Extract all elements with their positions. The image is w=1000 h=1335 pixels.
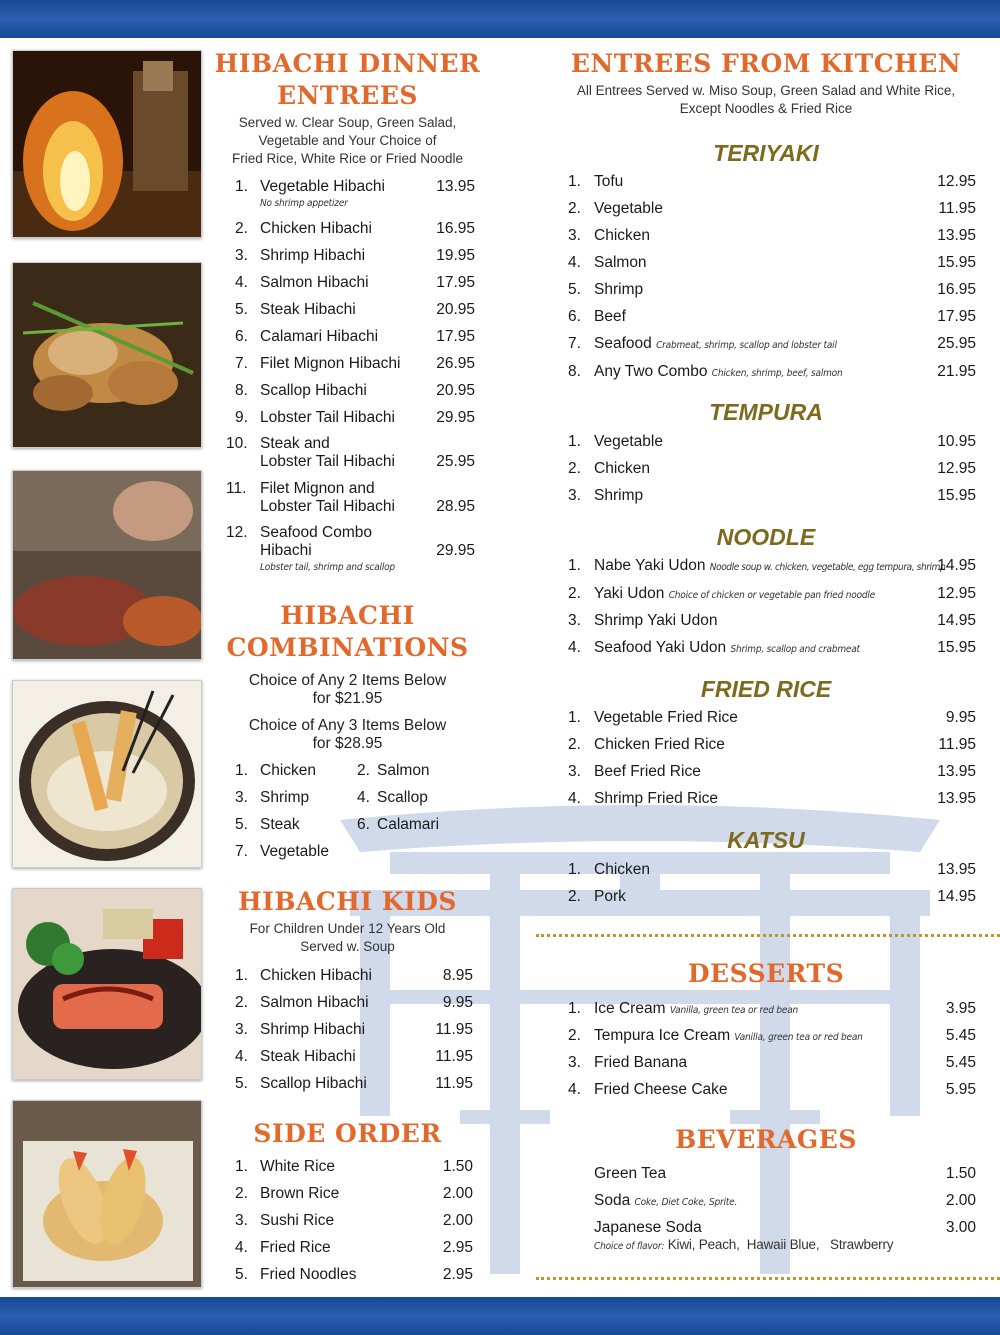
item-price: 8.95 <box>442 967 473 984</box>
item-name: Yaki Udon <box>594 585 665 602</box>
item-name: Scallop Hibachi <box>260 382 367 399</box>
item-name: Salmon <box>594 254 647 271</box>
item-name: Chicken <box>594 460 650 477</box>
item-number: 5. <box>235 1266 248 1283</box>
item-number: 3. <box>235 789 248 806</box>
item-number: 7. <box>568 335 581 352</box>
combo-choice2-line2: for $21.95 <box>312 690 383 707</box>
item-name: Fried Noodles <box>260 1266 357 1283</box>
item-price: 13.95 <box>436 178 475 195</box>
item-price: 17.95 <box>436 328 475 345</box>
item-number: 8. <box>235 382 248 399</box>
item-name: Fried Cheese Cake <box>594 1081 728 1098</box>
item-name-group <box>594 1000 798 1020</box>
item-price: 12.95 <box>937 460 976 477</box>
item-name: Vegetable Fried Rice <box>594 709 738 726</box>
dotted-divider <box>536 934 1000 937</box>
item-price: 20.95 <box>436 382 475 399</box>
item-price: 5.45 <box>945 1054 976 1071</box>
item-number: 6. <box>568 308 581 325</box>
item-name: Fried Rice <box>260 1239 331 1256</box>
combinations-title-line2: COMBINATIONS <box>226 633 469 662</box>
item-number: 4. <box>568 254 581 271</box>
item-description: No shrimp appetizer <box>260 198 348 209</box>
hibachi-dinner-note-line2: Vegetable and Your Choice of <box>258 133 437 148</box>
item-price: 14.95 <box>937 888 976 905</box>
item-name: Scallop <box>377 789 428 806</box>
item-number: 2. <box>568 736 581 753</box>
item-name: Vegetable <box>260 843 329 860</box>
item-description: Lobster tail, shrimp and scallop <box>260 562 395 573</box>
item-number: 3. <box>235 1021 248 1038</box>
item-price: 15.95 <box>937 254 976 271</box>
item-number: 3. <box>568 227 581 244</box>
item-name: Calamari <box>377 816 440 833</box>
photo-grilled-chicken <box>12 262 202 448</box>
item-name-group <box>594 639 860 659</box>
tempura-title: TEMPURA <box>709 399 823 425</box>
item-name-group <box>594 1027 863 1047</box>
item-price: 29.95 <box>436 409 475 426</box>
hibachi-dinner-title-line2: ENTREES <box>277 81 418 110</box>
item-number: 1. <box>568 709 581 726</box>
item-number: 2. <box>357 762 370 779</box>
item-price: 21.95 <box>937 363 976 380</box>
item-name: Seafood <box>594 335 652 352</box>
dotted-divider <box>536 1277 1000 1280</box>
item-name-line2: Lobster Tail Hibachi <box>260 498 395 515</box>
item-name: Chicken Fried Rice <box>594 736 725 753</box>
item-number: 3. <box>568 487 581 504</box>
item-number: 5. <box>235 1075 248 1092</box>
item-name: Vegetable Hibachi <box>260 178 385 195</box>
item-price: 3.95 <box>945 1000 976 1017</box>
item-price: 19.95 <box>436 247 475 264</box>
photo-hibachi-flames <box>12 50 202 238</box>
menu-item <box>226 435 475 471</box>
item-name: Chicken <box>260 762 316 779</box>
item-price: 11.95 <box>435 1021 473 1038</box>
item-name-line2: Lobster Tail Hibachi <box>260 453 395 470</box>
item-name: Steak Hibachi <box>260 1048 356 1065</box>
item-description: Vanilla, green tea or red bean <box>669 1005 799 1016</box>
item-name: Shrimp <box>260 789 310 806</box>
combo-choice3-line1: Choice of Any 3 Items Below <box>248 717 447 734</box>
combo-choice3-line2: for $28.95 <box>312 735 383 752</box>
fried-rice-title: FRIED RICE <box>700 676 832 702</box>
flavor-choices <box>594 1237 893 1252</box>
item-name: Any Two Combo <box>594 363 708 380</box>
item-name: Tempura Ice Cream <box>594 1027 731 1044</box>
item-price: 16.95 <box>937 281 976 298</box>
item-number: 5. <box>235 816 248 833</box>
item-price: 28.95 <box>436 498 475 515</box>
item-price: 25.95 <box>937 335 976 352</box>
item-price: 11.95 <box>938 736 976 753</box>
item-name: Shrimp Yaki Udon <box>594 612 718 629</box>
item-price: 2.95 <box>442 1239 473 1256</box>
photo-udon-tempura <box>12 680 202 868</box>
item-description: Choice of chicken or vegetable pan fried noodle <box>668 590 876 601</box>
teriyaki-title: TERIYAKI <box>713 140 819 166</box>
photo-steak-grill <box>12 470 202 660</box>
item-price: 11.95 <box>435 1075 473 1092</box>
item-price: 12.95 <box>937 173 976 190</box>
item-number: 12. <box>226 524 248 541</box>
item-name-group <box>594 363 842 383</box>
item-price: 3.00 <box>945 1219 976 1236</box>
item-name: Shrimp <box>594 487 644 504</box>
item-number: 1. <box>235 762 248 779</box>
photo-teriyaki-salmon <box>12 888 202 1080</box>
item-number: 1. <box>235 178 248 195</box>
item-price: 2.00 <box>442 1185 473 1202</box>
hibachi-dinner-title-line1: HIBACHI DINNER <box>214 49 481 78</box>
item-price: 25.95 <box>436 453 475 470</box>
item-number: 3. <box>235 1212 248 1229</box>
item-price: 5.95 <box>945 1081 976 1098</box>
item-name: Filet Mignon Hibachi <box>260 355 401 372</box>
item-price: 12.95 <box>937 585 976 602</box>
item-name: Steak Hibachi <box>260 301 356 318</box>
item-number: 1. <box>235 1158 248 1175</box>
kitchen-note-line2: Except Noodles & Fried Rice <box>679 101 853 116</box>
item-number: 1. <box>568 173 581 190</box>
item-price: 11.95 <box>938 200 976 217</box>
item-name: Sushi Rice <box>260 1212 335 1229</box>
item-number: 11. <box>226 480 247 497</box>
item-description: Vanilla, green tea or red bean <box>734 1032 863 1043</box>
item-name: Nabe Yaki Udon <box>594 557 706 574</box>
item-name: Japanese Soda <box>594 1219 702 1236</box>
item-name: Salmon <box>377 762 430 779</box>
top-blue-border <box>0 0 1000 38</box>
item-name-line2: Hibachi <box>260 542 312 559</box>
item-price: 13.95 <box>937 790 976 807</box>
item-number: 5. <box>568 281 581 298</box>
item-price: 9.95 <box>945 709 976 726</box>
item-description: Noodle soup w. chicken, vegetable, egg tempura, shrimp <box>709 562 946 573</box>
item-number: 6. <box>235 328 248 345</box>
item-price: 2.00 <box>945 1192 976 1209</box>
flavor-label: Choice of flavor: <box>594 1241 665 1252</box>
item-name: Seafood Yaki Udon <box>594 639 727 656</box>
item-name-group <box>594 1192 737 1212</box>
kitchen-title: ENTREES FROM KITCHEN <box>570 49 962 78</box>
item-price: 13.95 <box>937 763 976 780</box>
item-name: Calamari Hibachi <box>260 328 379 345</box>
item-number: 7. <box>235 843 248 860</box>
item-price: 13.95 <box>937 861 976 878</box>
item-name: Steak and <box>260 435 330 452</box>
item-number: 2. <box>568 1027 581 1044</box>
item-number: 1. <box>235 967 248 984</box>
item-name: Vegetable <box>594 433 663 450</box>
kids-note-line2: Served w. Soup <box>300 939 395 954</box>
kids-note-line1: For Children Under 12 Years Old <box>249 921 446 936</box>
photo-shrimp-tempura <box>12 1100 202 1288</box>
item-name: Tofu <box>594 173 624 190</box>
item-name: Seafood Combo <box>260 524 373 541</box>
item-price: 15.95 <box>937 639 976 656</box>
item-number: 2. <box>568 888 581 905</box>
item-name: Beef <box>594 308 626 325</box>
combinations-title-line1: HIBACHI <box>280 601 415 630</box>
kids-title: HIBACHI KIDS <box>238 887 457 916</box>
combo-choice2-line1: Choice of Any 2 Items Below <box>248 672 447 689</box>
item-number: 9. <box>235 409 248 426</box>
hibachi-dinner-note-line1: Served w. Clear Soup, Green Salad, <box>238 115 457 130</box>
item-price: 5.45 <box>945 1027 976 1044</box>
item-name: Brown Rice <box>260 1185 340 1202</box>
item-number: 3. <box>235 247 248 264</box>
item-number: 2. <box>235 1185 248 1202</box>
item-price: 14.95 <box>937 557 976 574</box>
item-price: 2.00 <box>442 1212 473 1229</box>
item-name: Vegetable <box>594 200 663 217</box>
desserts-title: DESSERTS <box>687 959 845 988</box>
item-number: 10. <box>226 435 248 452</box>
item-number: 1. <box>568 557 581 574</box>
item-number: 3. <box>568 763 581 780</box>
item-name: Steak <box>260 816 300 833</box>
item-price: 16.95 <box>436 220 475 237</box>
item-description: Chicken, shrimp, beef, salmon <box>711 368 843 379</box>
item-name: Fried Banana <box>594 1054 688 1071</box>
item-price: 13.95 <box>937 227 976 244</box>
item-price: 17.95 <box>436 274 475 291</box>
item-price: 29.95 <box>436 542 475 559</box>
item-description: Crabmeat, shrimp, scallop and lobster tail <box>656 340 837 351</box>
kitchen-note-line1: All Entrees Served w. Miso Soup, Green Salad and White Rice, <box>576 83 956 98</box>
menu-item <box>226 524 475 560</box>
item-price: 17.95 <box>937 308 976 325</box>
item-number: 2. <box>235 220 248 237</box>
item-price: 14.95 <box>937 612 976 629</box>
item-name: Scallop Hibachi <box>260 1075 367 1092</box>
item-number: 4. <box>568 790 581 807</box>
item-number: 1. <box>568 433 581 450</box>
item-name: Shrimp Hibachi <box>260 247 366 264</box>
item-number: 4. <box>235 274 248 291</box>
item-number: 8. <box>568 363 581 380</box>
item-name-group <box>594 585 875 605</box>
item-name: Filet Mignon and <box>260 480 375 497</box>
item-name: Chicken Hibachi <box>260 967 372 984</box>
item-price: 15.95 <box>937 487 976 504</box>
item-price: 11.95 <box>435 1048 473 1065</box>
item-price: 1.50 <box>945 1165 976 1182</box>
item-name: Chicken <box>594 227 650 244</box>
item-name: Ice Cream <box>594 1000 666 1017</box>
item-name: Soda <box>594 1192 631 1209</box>
item-number: 2. <box>568 585 581 602</box>
item-number: 2. <box>568 460 581 477</box>
item-name: Chicken <box>594 861 650 878</box>
noodle-title: NOODLE <box>716 524 816 550</box>
item-number: 3. <box>568 612 581 629</box>
item-price: 9.95 <box>442 994 473 1011</box>
beverages-title: BEVERAGES <box>675 1125 857 1154</box>
side-order-title: SIDE ORDER <box>253 1119 442 1148</box>
item-number: 4. <box>568 1081 581 1098</box>
item-name: Beef Fried Rice <box>594 763 701 780</box>
item-number: 4. <box>235 1239 248 1256</box>
item-number: 3. <box>568 1054 581 1071</box>
item-description: Shrimp, scallop and crabmeat <box>730 644 860 655</box>
item-number: 7. <box>235 355 248 372</box>
item-number: 6. <box>357 816 370 833</box>
hibachi-dinner-note-line3: Fried Rice, White Rice or Fried Noodle <box>231 151 464 166</box>
item-name: Salmon Hibachi <box>260 274 369 291</box>
item-price: 26.95 <box>436 355 475 372</box>
menu-item <box>226 480 475 516</box>
item-number: 1. <box>568 1000 581 1017</box>
item-number: 5. <box>235 301 248 318</box>
item-number: 4. <box>357 789 370 806</box>
item-number: 2. <box>568 200 581 217</box>
bottom-blue-border <box>0 1297 1000 1335</box>
item-number: 1. <box>568 861 581 878</box>
item-name: Salmon Hibachi <box>260 994 369 1011</box>
item-name: Chicken Hibachi <box>260 220 372 237</box>
item-name-group <box>594 335 837 355</box>
item-name: Shrimp Hibachi <box>260 1021 366 1038</box>
item-name: Shrimp <box>594 281 644 298</box>
flavor-list: Kiwi, Peach, Hawaii Blue, Strawberry <box>667 1237 894 1252</box>
item-name: Shrimp Fried Rice <box>594 790 719 807</box>
item-name: Lobster Tail Hibachi <box>260 409 395 426</box>
item-name: Green Tea <box>594 1165 667 1182</box>
item-number: 4. <box>568 639 581 656</box>
item-price: 1.50 <box>442 1158 473 1175</box>
item-number: 2. <box>235 994 248 1011</box>
item-number: 4. <box>235 1048 248 1065</box>
item-name: Pork <box>594 888 626 905</box>
item-name-group <box>594 557 945 577</box>
item-description: Coke, Diet Coke, Sprite. <box>634 1197 738 1208</box>
item-price: 2.95 <box>442 1266 473 1283</box>
katsu-title: KATSU <box>727 827 805 853</box>
item-price: 10.95 <box>937 433 976 450</box>
item-price: 20.95 <box>436 301 475 318</box>
item-name: White Rice <box>260 1158 335 1175</box>
